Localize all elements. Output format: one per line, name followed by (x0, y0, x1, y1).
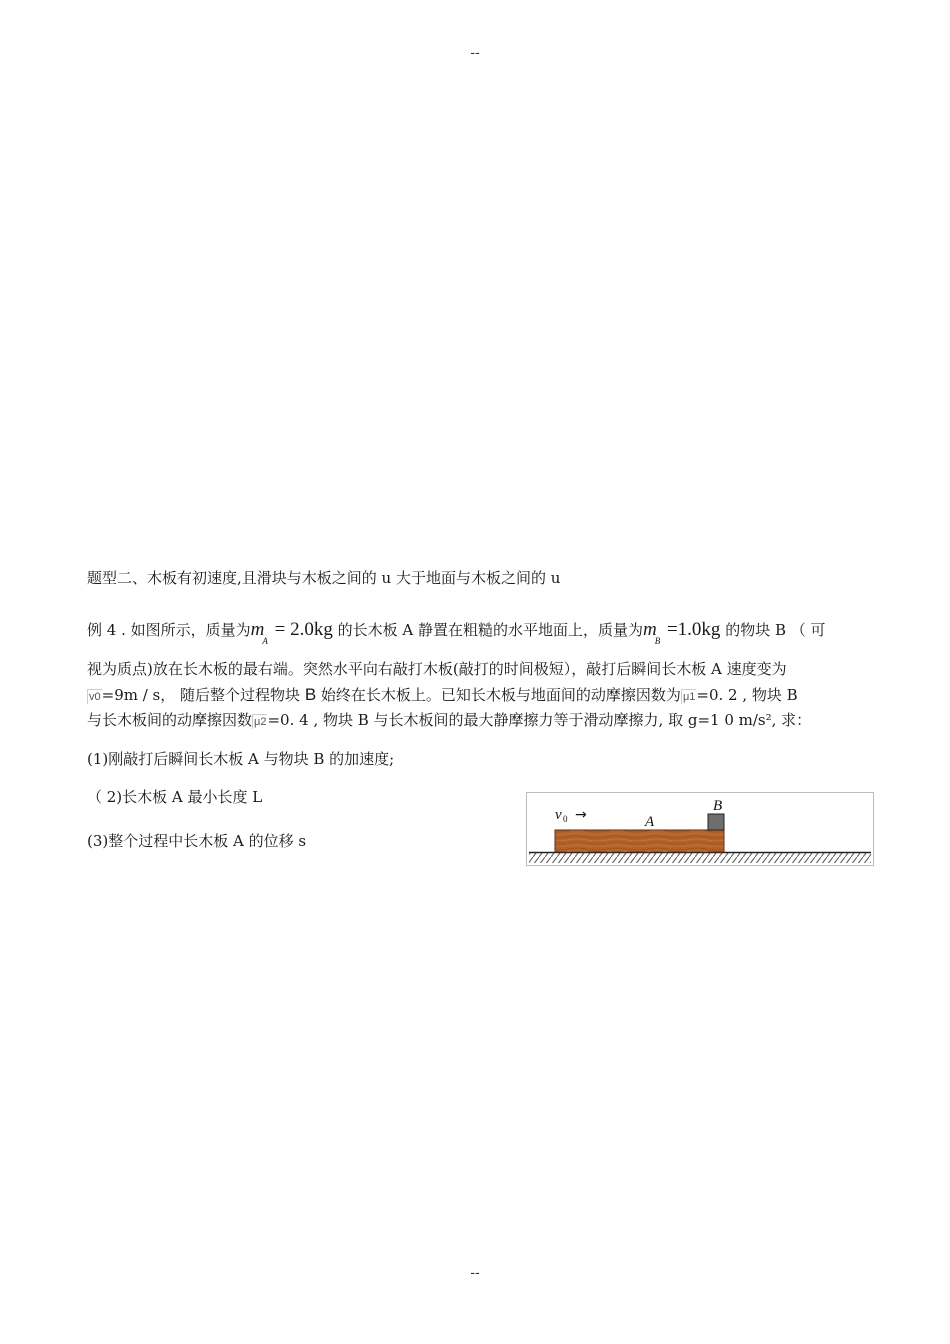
mass-b-value: =1.0kg (662, 619, 721, 640)
question-2: （ 2)长木板 A 最小长度 L (87, 788, 263, 806)
mu2-symbol: μ2 (254, 716, 267, 728)
question-3: (3)整个过程中长木板 A 的位移 s (87, 832, 307, 850)
problem-text: 与长木板间的动摩擦因数 (87, 711, 253, 729)
page-bottom-marker: -- (470, 1264, 480, 1280)
velocity-subscript: 0 (563, 814, 568, 824)
problem-text: 始终在长木板上。已知长木板与地面间的动摩擦因数为 (316, 686, 681, 704)
board-grain (555, 830, 724, 852)
block-b (708, 814, 724, 830)
board-label: A (645, 814, 655, 830)
v0-symbol: v0 (89, 691, 101, 703)
block-label: B (713, 798, 723, 814)
page-top-marker: -- (470, 44, 480, 60)
section-heading: 题型二、木板有初速度,且滑块与木板之间的 u 大于地面与木板之间的 u (87, 569, 561, 587)
problem-text: =9m / s， 随后整个过程物块 (101, 686, 301, 704)
mass-b-symbol: m (642, 619, 657, 640)
problem-text: =0. 4 , 物块 B 与长木板间的最大静摩擦力等于滑动摩擦力, 取 g=1 0 m/s², 求： (267, 711, 812, 729)
ground-hatching (529, 853, 871, 863)
problem-line-2: 视为质点)放在长木板的最右端。突然水平向右敲打木板(敲打的时间极短），敲打后瞬间长木板 A 速度变为 (87, 660, 787, 678)
question-1: (1)刚敲打后瞬间长木板 A 与物块 B 的加速度; (87, 750, 395, 768)
mass-a-subscript: A (262, 636, 268, 646)
problem-text: =0. 2 , 物块 B (696, 686, 798, 704)
velocity-symbol: v (555, 807, 562, 823)
mass-b-subscript: B (654, 636, 661, 646)
diagram-svg (527, 793, 873, 865)
problem-text: 的长木板 A 静置在粗糙的水平地面上，质量为 (332, 621, 643, 639)
problem-line-4 (87, 710, 811, 730)
mass-a-value: = 2.0kg (269, 619, 333, 640)
mu1-symbol: μ1 (682, 691, 696, 703)
problem-line-1 (87, 619, 826, 646)
physics-diagram (526, 792, 874, 866)
problem-text: 的物块 B （ 可 (720, 621, 826, 639)
problem-text: 例 4 . 如图所示，质量为 (87, 621, 251, 639)
mass-a-symbol: m (250, 619, 265, 640)
block-b-letter: B (304, 685, 317, 704)
problem-line-3 (87, 685, 798, 705)
velocity-arrow-icon: → (575, 807, 587, 823)
